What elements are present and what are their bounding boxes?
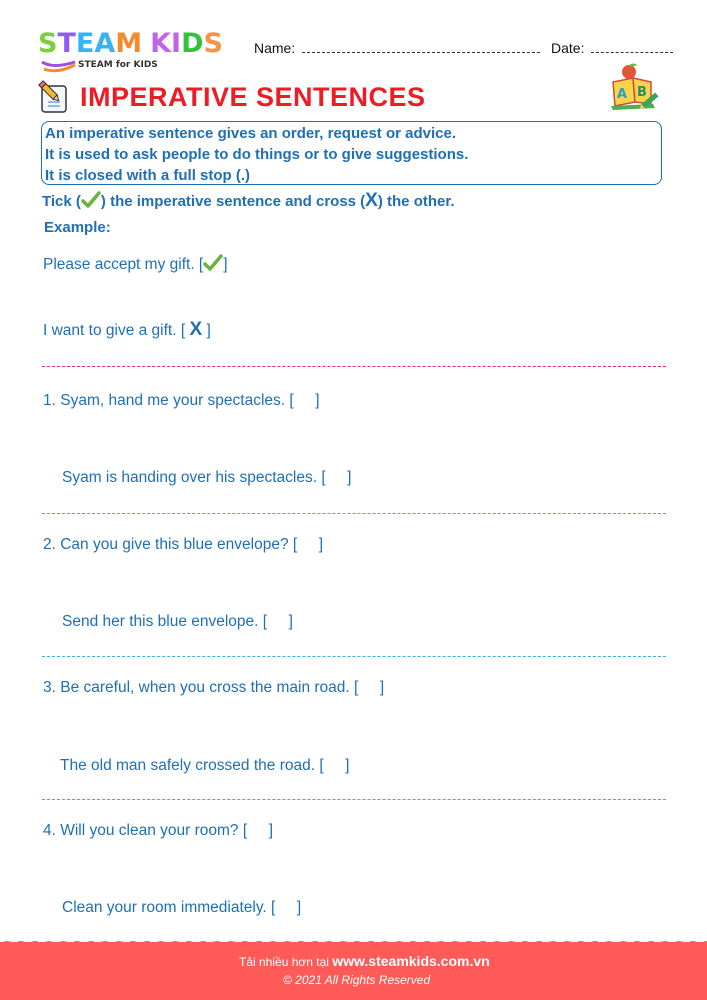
tick-icon bbox=[203, 254, 223, 272]
logo-letter: S bbox=[38, 28, 58, 59]
definition-box bbox=[41, 121, 662, 185]
abc-book-icon bbox=[607, 62, 663, 112]
cross-icon: X bbox=[189, 319, 203, 340]
example-sentence bbox=[43, 319, 211, 341]
question-sentence[interactable]: Send her this blue envelope. [ ] bbox=[62, 613, 293, 630]
logo-letter: I bbox=[171, 28, 182, 59]
definition-line: It is closed with a full stop (.) bbox=[45, 167, 251, 184]
logo-letter: A bbox=[94, 28, 116, 59]
sentence-text: Please accept my gift. [ bbox=[43, 256, 204, 273]
date-label: Date: bbox=[551, 40, 585, 56]
bracket-close: ] bbox=[202, 322, 211, 339]
tick-icon bbox=[81, 191, 101, 209]
name-input-line[interactable] bbox=[302, 52, 540, 53]
instruction bbox=[42, 190, 455, 212]
logo-letter: M bbox=[115, 28, 143, 59]
footer-copyright: © 2021 All Rights Reserved bbox=[283, 973, 431, 987]
footer-url-link[interactable]: www.steamkids.com.vn bbox=[332, 953, 490, 969]
section-divider bbox=[42, 513, 666, 514]
section-divider bbox=[42, 656, 666, 657]
logo-wordmark bbox=[38, 30, 238, 58]
instruction-text: ) the other. bbox=[377, 193, 455, 210]
definition-line: It is used to ask people to do things or to give suggestions. bbox=[45, 146, 469, 163]
question-sentence[interactable]: 2. Can you give this blue envelope? [ ] bbox=[43, 536, 324, 553]
date-input-line[interactable] bbox=[591, 52, 673, 53]
logo-letter: T bbox=[57, 28, 76, 59]
sentence-text: I want to give a gift. [ bbox=[43, 322, 190, 339]
steam-kids-logo bbox=[38, 30, 238, 76]
footer bbox=[0, 942, 707, 1000]
question-sentence[interactable]: 4. Will you clean your room? [ ] bbox=[43, 822, 274, 839]
question-sentence[interactable]: Syam is handing over his spectacles. [ ] bbox=[62, 469, 352, 486]
section-divider bbox=[42, 799, 666, 800]
logo-swoosh-icon bbox=[41, 60, 77, 74]
question-sentence[interactable]: Clean your room immediately. [ ] bbox=[62, 899, 302, 916]
svg-text:A: A bbox=[617, 87, 628, 102]
footer-prefix: Tải nhiều hơn tại bbox=[239, 955, 333, 969]
question-sentence[interactable]: 3. Be careful, when you cross the main road. [ ] bbox=[43, 679, 385, 696]
logo-letter: S bbox=[203, 28, 223, 59]
question-sentence[interactable]: 1. Syam, hand me your spectacles. [ ] bbox=[43, 392, 320, 409]
instruction-text: ) the imperative sentence and cross ( bbox=[100, 193, 366, 210]
question-sentence[interactable]: The old man safely crossed the road. [ ] bbox=[60, 757, 350, 774]
page-title: IMPERATIVE SENTENCES bbox=[80, 82, 426, 112]
logo-subtitle: STEAM for KIDS bbox=[78, 60, 158, 70]
instruction-text: Tick ( bbox=[42, 193, 81, 210]
logo-letter: K bbox=[150, 28, 172, 59]
bracket-close: ] bbox=[223, 256, 228, 273]
definition-line: An imperative sentence gives an order, request or advice. bbox=[45, 125, 456, 142]
section-divider bbox=[42, 366, 666, 367]
svg-text:B: B bbox=[637, 85, 647, 100]
cross-icon: X bbox=[365, 190, 378, 211]
pencil-paper-icon bbox=[36, 80, 70, 114]
footer-download-text bbox=[239, 953, 490, 969]
example-sentence bbox=[43, 254, 228, 274]
logo-letter: D bbox=[181, 28, 204, 59]
example-label: Example: bbox=[44, 219, 111, 236]
name-label: Name: bbox=[254, 40, 296, 56]
logo-letter: E bbox=[75, 28, 95, 59]
